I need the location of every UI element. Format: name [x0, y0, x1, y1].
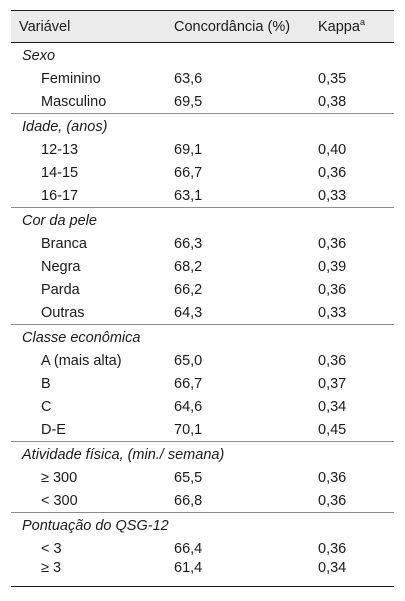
row-agreement-value: 66,7 [174, 375, 203, 392]
table-row [11, 301, 394, 325]
row-label: B [41, 375, 51, 392]
row-agreement-value: 66,2 [174, 281, 203, 298]
row-kappa-value: 0,36 [318, 492, 347, 509]
group-title: Cor da pele [11, 208, 394, 233]
row-label: ≥ 300 [41, 469, 78, 486]
row-kappa-value: 0,33 [318, 304, 347, 321]
row-kappa-value: 0,45 [318, 421, 347, 438]
row-label: Negra [41, 258, 81, 275]
row-label: 12-13 [41, 141, 79, 158]
row-agreement-value: 61,4 [163, 560, 315, 587]
table-row [11, 138, 394, 161]
row-agreement-value: 65,5 [174, 469, 203, 486]
table-row [11, 161, 394, 184]
row-label: Outras [41, 304, 85, 321]
row-label: A (mais alta) [41, 352, 122, 369]
group-header-row [11, 114, 394, 139]
header-variable: Variável [11, 11, 163, 43]
row-label: Branca [41, 235, 87, 252]
row-kappa-value: 0,38 [318, 93, 347, 110]
group-header-row [11, 442, 394, 467]
row-agreement-value: 70,1 [174, 421, 203, 438]
group-header-row [11, 208, 394, 233]
group-header-row [11, 43, 394, 68]
row-agreement-value: 63,1 [174, 187, 203, 204]
group-title: Idade, (anos) [11, 114, 394, 139]
agreement-table [11, 10, 394, 587]
table-row [11, 232, 394, 255]
row-agreement-value: 66,7 [174, 164, 203, 181]
table-row [11, 372, 394, 395]
row-agreement-value: 65,0 [174, 352, 203, 369]
row-kappa-value: 0,40 [318, 141, 347, 158]
row-kappa-value: 0,34 [318, 398, 347, 415]
row-label: Feminino [41, 70, 101, 87]
table-row [11, 418, 394, 442]
row-kappa-value: 0,36 [318, 540, 347, 557]
table-row [11, 537, 394, 560]
table-row [11, 395, 394, 418]
header-row [11, 11, 394, 43]
table-row [11, 489, 394, 513]
row-label: < 3 [41, 540, 62, 557]
table-row [11, 349, 394, 372]
row-kappa-value: 0,36 [318, 469, 347, 486]
table-row [11, 67, 394, 90]
row-agreement-value: 69,5 [174, 93, 203, 110]
table-row [11, 90, 394, 114]
table-row [11, 184, 394, 208]
row-agreement-value: 64,6 [174, 398, 203, 415]
row-agreement-value: 69,1 [174, 141, 203, 158]
row-label: 14-15 [41, 164, 79, 181]
group-title: Pontuação do QSG-12 [11, 513, 394, 538]
table-row [11, 255, 394, 278]
table-header [11, 11, 394, 43]
group-header-row [11, 325, 394, 350]
row-kappa-value: 0,36 [318, 352, 347, 369]
row-kappa-value: 0,39 [318, 258, 347, 275]
row-label: Masculino [41, 93, 107, 110]
row-kappa-value: 0,37 [318, 375, 347, 392]
table-row [11, 466, 394, 489]
row-kappa-value: 0,34 [315, 560, 394, 587]
row-label: D-E [41, 421, 66, 438]
row-label: < 300 [41, 492, 78, 509]
row-label: ≥ 3 [11, 560, 163, 587]
row-agreement-value: 64,3 [174, 304, 203, 321]
row-kappa-value: 0,36 [318, 164, 347, 181]
header-kappa [315, 11, 394, 43]
group-title: Sexo [22, 48, 56, 64]
header-kappa-label: Kappa [318, 18, 360, 35]
row-label: C [41, 398, 52, 415]
table-row [11, 278, 394, 301]
row-label: Parda [41, 281, 80, 298]
table-row [11, 560, 394, 587]
table-body [11, 43, 394, 587]
header-kappa-footnote-marker: a [359, 16, 365, 27]
row-kappa-value: 0,33 [318, 187, 347, 204]
row-kappa-value: 0,35 [318, 70, 347, 87]
row-agreement-value: 63,6 [174, 70, 203, 87]
group-header-row [11, 513, 394, 538]
row-agreement-value: 66,8 [174, 492, 203, 509]
row-kappa-value: 0,36 [318, 235, 347, 252]
row-label: 16-17 [41, 187, 79, 204]
group-title: Classe econômica [11, 325, 394, 350]
group-title: Atividade física, (min./ semana) [11, 442, 394, 467]
row-kappa-value: 0,36 [318, 281, 347, 298]
row-agreement-value: 66,3 [174, 235, 203, 252]
row-agreement-value: 66,4 [174, 540, 203, 557]
header-agreement: Concordância (%) [163, 11, 315, 43]
row-agreement-value: 68,2 [174, 258, 203, 275]
